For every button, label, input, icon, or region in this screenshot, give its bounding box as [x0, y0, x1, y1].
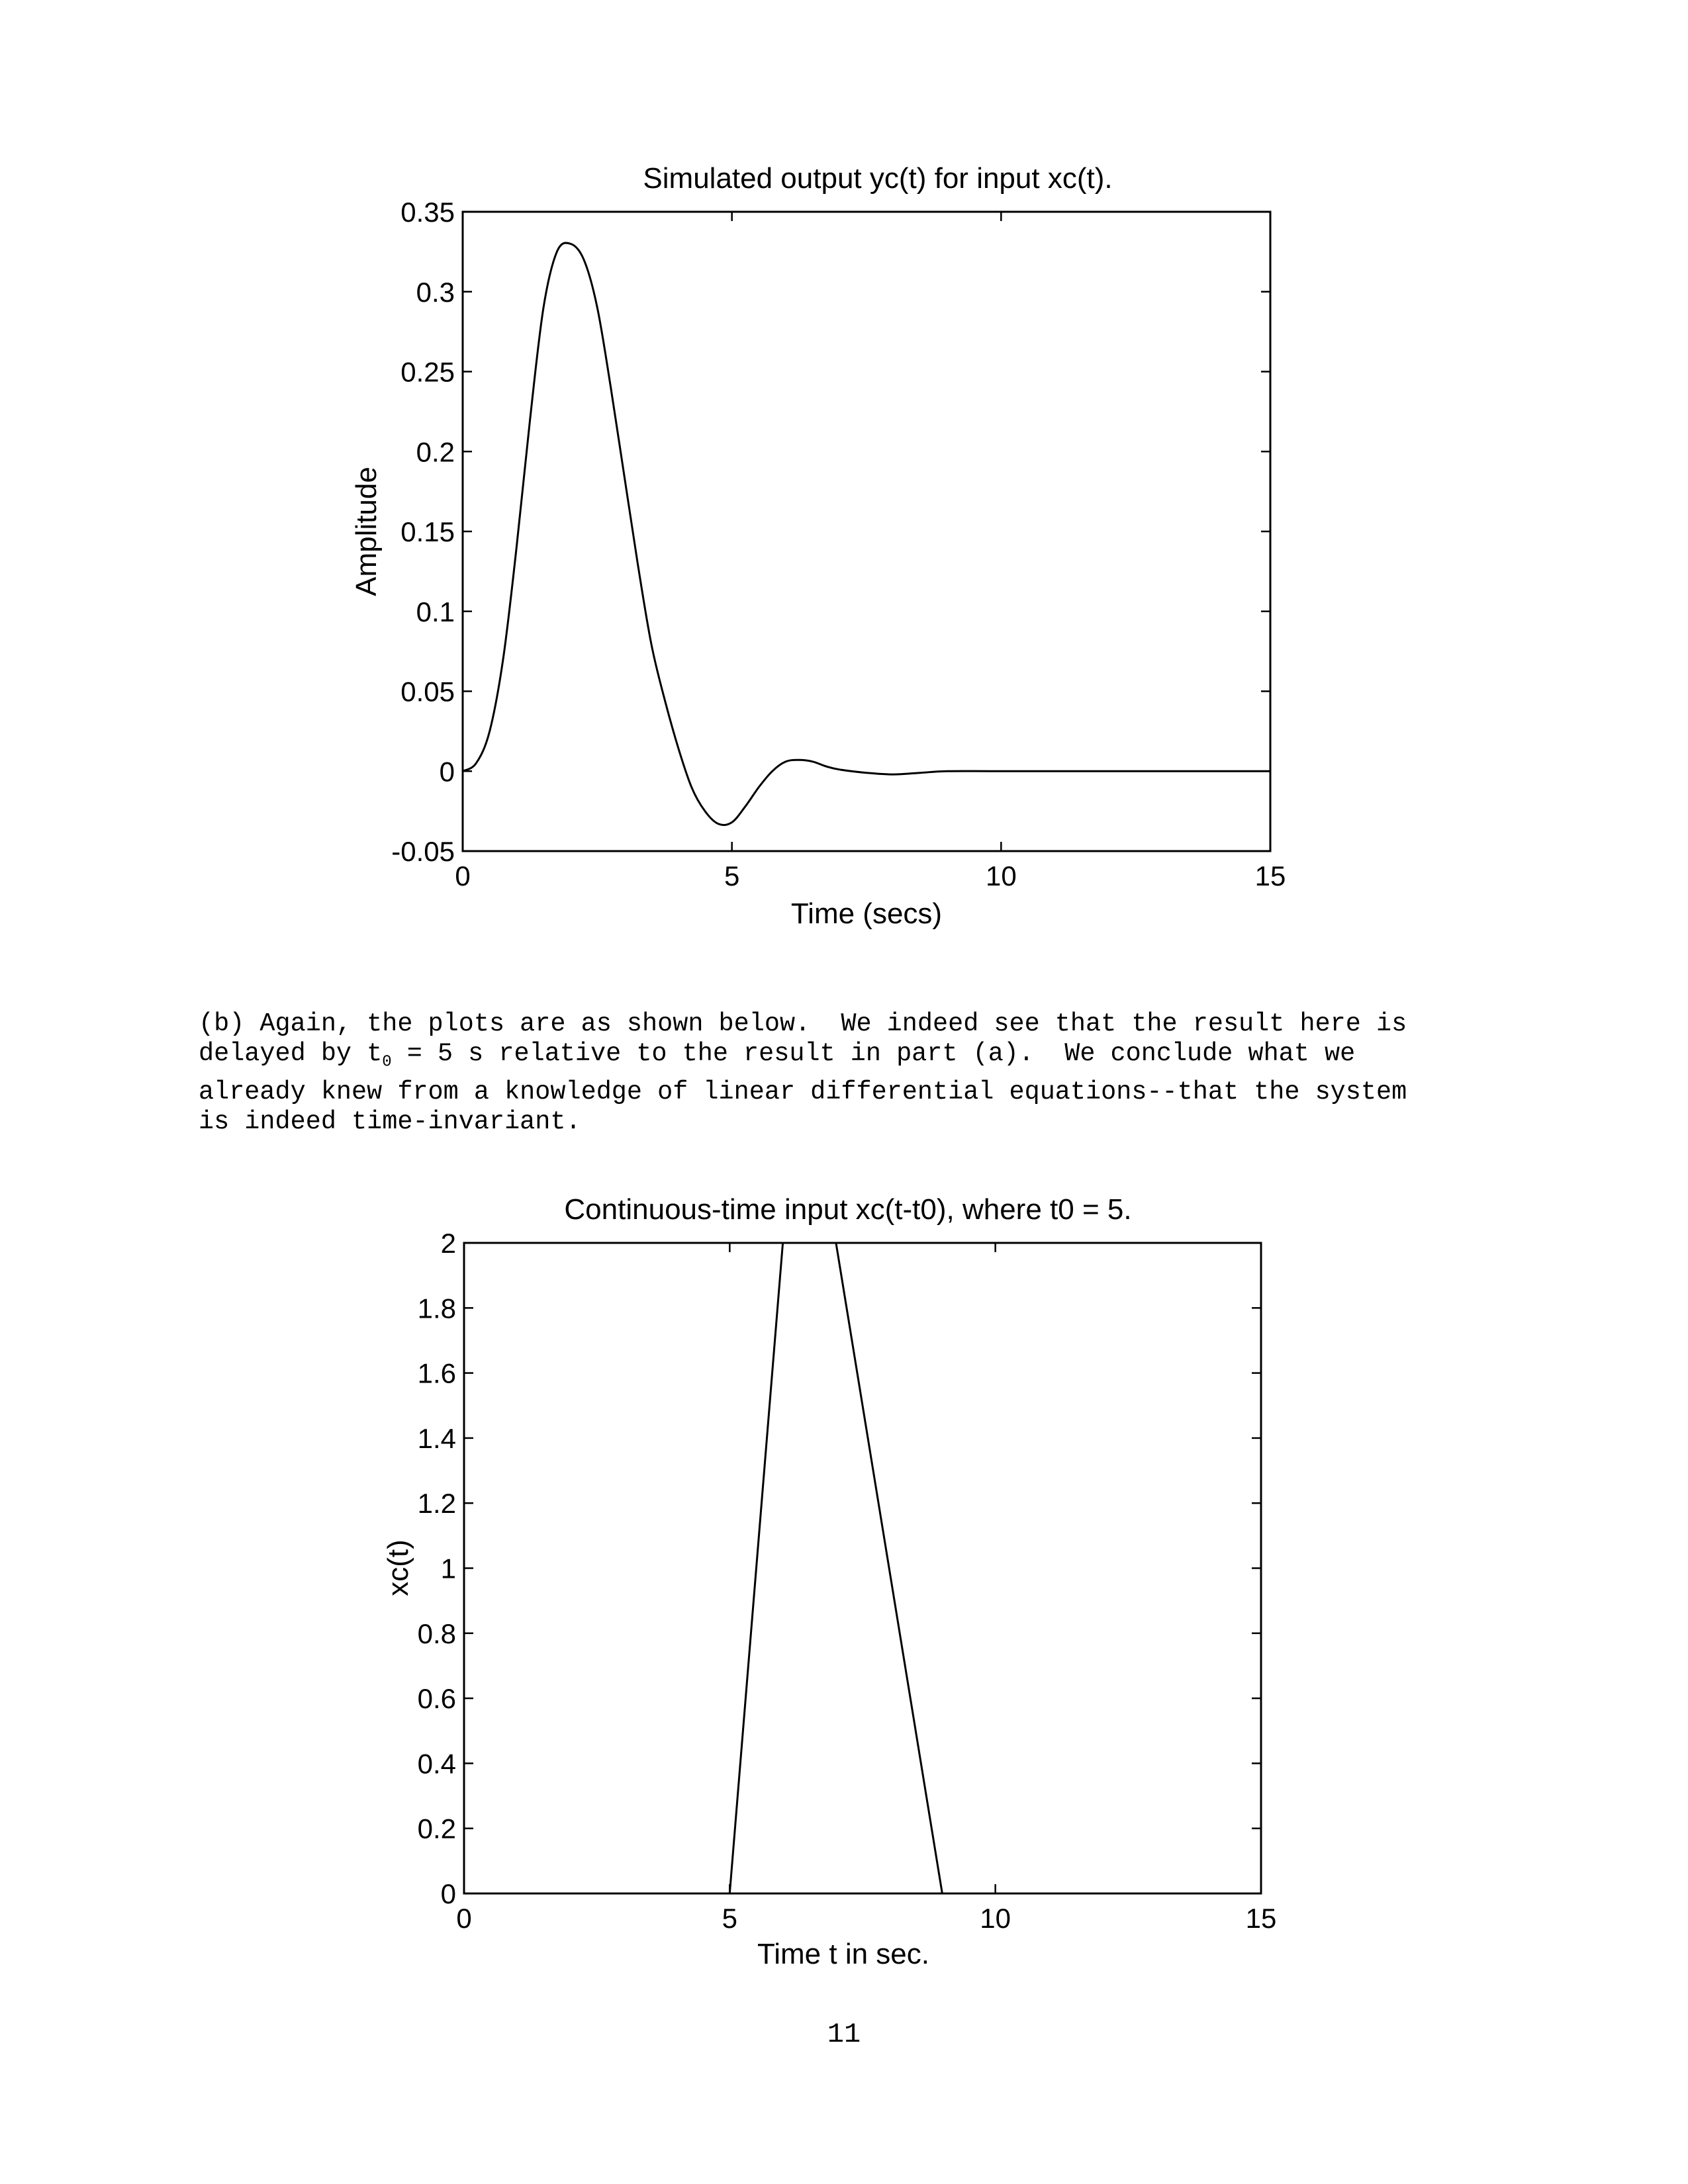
paragraph-line: = 5 s relative to the result in part (a). We conclude what we	[391, 1039, 1356, 1068]
y-tick-label: 1.4	[417, 1422, 456, 1454]
paragraph-line: already knew from a knowledge of linear differential equations--that the system	[199, 1077, 1407, 1107]
y-tick-label: 0.2	[416, 436, 455, 468]
y-tick-label: 1.8	[417, 1293, 456, 1324]
paragraph-line: delayed by t	[199, 1039, 383, 1068]
body-paragraph	[199, 1009, 1516, 1137]
x-tick-label: 15	[1245, 1903, 1277, 1934]
x-axis-label: Time t in sec.	[757, 1938, 929, 1970]
page-number: 11	[827, 2019, 861, 2050]
x-tick-label: 5	[722, 1903, 738, 1934]
chart-output-yc	[350, 162, 1286, 930]
paragraph-line: (b) Again, the plots are as shown below. We indeed see that the result here is	[199, 1009, 1407, 1038]
y-tick-label: 0.2	[417, 1813, 456, 1844]
x-tick-label: 10	[980, 1903, 1011, 1934]
y-tick-label: 0	[440, 1878, 456, 1909]
y-tick-label: 0	[439, 756, 455, 788]
y-tick-label: 1	[440, 1553, 456, 1584]
y-axis-label: xc(t)	[382, 1539, 414, 1596]
y-tick-label: 0.3	[416, 276, 455, 308]
chart-title: Continuous-time input xc(t-t0), where t0 = 5.	[564, 1193, 1132, 1226]
y-tick-label: 0.15	[400, 516, 455, 547]
y-tick-label: 1.2	[417, 1488, 456, 1520]
y-tick-label: 0.8	[417, 1617, 456, 1649]
y-tick-label: 0.1	[416, 596, 455, 627]
subscript: 0	[382, 1053, 392, 1071]
series-line-yc	[463, 243, 1270, 825]
chart-input-xc	[382, 1193, 1276, 1970]
x-tick-label: 5	[724, 860, 740, 891]
y-tick-label: 0.4	[417, 1748, 456, 1780]
y-tick-label: -0.05	[391, 836, 455, 867]
x-axis-label: Time (secs)	[790, 897, 943, 930]
chart-title: Simulated output yc(t) for input xc(t).	[643, 162, 1113, 195]
x-tick-label: 0	[456, 1903, 472, 1934]
y-tick-label: 0.25	[400, 356, 455, 388]
y-tick-label: 0.05	[400, 676, 455, 707]
x-tick-label: 0	[455, 860, 471, 891]
y-tick-label: 0.6	[417, 1683, 456, 1715]
series-line-xc	[464, 1243, 1261, 1893]
x-tick-label: 10	[985, 860, 1017, 891]
x-tick-label: 15	[1254, 860, 1286, 891]
plot-frame	[463, 212, 1270, 851]
paragraph-line: is indeed time-invariant.	[199, 1107, 581, 1136]
y-tick-label: 2	[440, 1228, 456, 1259]
plot-frame	[464, 1243, 1261, 1893]
y-tick-label: 1.6	[417, 1357, 456, 1389]
y-axis-label: Amplitude	[350, 467, 383, 596]
y-tick-label: 0.35	[400, 197, 455, 228]
